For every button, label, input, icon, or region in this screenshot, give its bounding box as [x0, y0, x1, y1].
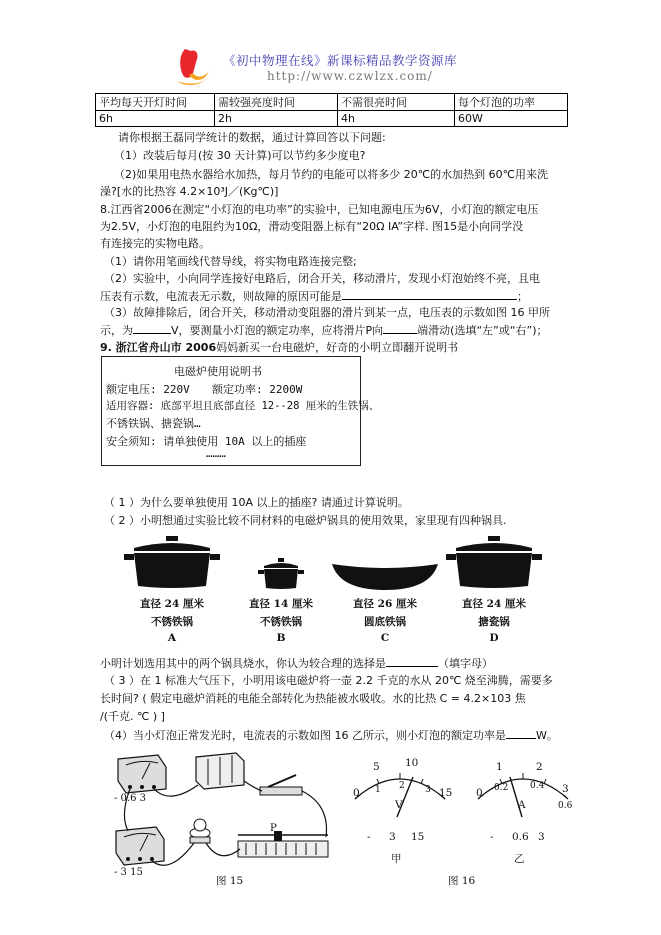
q9-part2: （ 2 ）小明想通过实验比较不同材料的电磁炉锅具的使用效果，家里现有四种锅具. [104, 514, 507, 527]
answer-blank[interactable] [506, 727, 536, 739]
pot-c-material: 圆底铁锅 [364, 616, 406, 628]
q8-part2-end: ； [517, 290, 528, 303]
figure-15-caption: 图 15 [216, 875, 244, 887]
table-header-cell: 需较强亮度时间 [215, 94, 338, 111]
q9-choose-hint: （填字母） [438, 657, 493, 670]
q8-line1: 8.江西省2006在测定“小灯泡的电功率”的实验中，已知电源电压为6V，小灯泡的额定电压 [100, 203, 539, 216]
pot-c-size: 直径 26 厘米 [353, 598, 417, 610]
manual-voltage: 额定电压: 220V [106, 383, 190, 396]
manual-title: 电磁炉使用说明书 [174, 365, 262, 378]
q9-intro: 妈妈新买一台电磁炉，好奇的小明立即翻开说明书 [216, 341, 459, 354]
q8-part1: （1）请你用笔画线代替导线，将实物电路连接完整; [104, 255, 357, 268]
q8-part3-line1: （3）故障排除后，闭合开关，移动滑动变阻器的滑片到某一点，电压表的示数如图 16 甲所 [104, 306, 550, 319]
q8-part3-line2 [100, 322, 548, 338]
q7-intro: 请你根据王磊同学统计的数据，通过计算回答以下问题: [118, 131, 386, 144]
answer-blank[interactable] [383, 322, 417, 334]
pot-a-material: 不锈铁锅 [151, 616, 193, 628]
pot-a-letter: A [167, 632, 177, 644]
voltmeter-icon [116, 827, 164, 865]
volt-inner-tick: 1 [375, 785, 381, 795]
q8-part3-text2: V，要测量小灯泡的额定功率，应将滑片P向 [171, 324, 384, 337]
table-row [96, 111, 568, 127]
q8-part2-line2 [100, 288, 528, 304]
pot-b-material: 不锈铁锅 [260, 616, 302, 628]
pot-b-size: 直径 14 厘米 [249, 598, 313, 610]
volt-inner-tick: 2 [399, 781, 405, 791]
volt-terminal: 3 [389, 831, 396, 843]
pot-d-size: 直径 24 厘米 [462, 598, 526, 610]
q9-header [100, 340, 458, 355]
amp-inner-tick: 0.2 [494, 783, 509, 793]
volt-terminal: 15 [411, 831, 425, 843]
manual-box [101, 356, 380, 466]
amp-symbol: A [518, 799, 526, 811]
rheostat-slider-label: P [270, 823, 277, 834]
volt-caption: 甲 [391, 853, 402, 865]
q8-part3-text3: 端滑动(选填“左”或“右”)； [417, 324, 548, 337]
q8-line3: 有连接完的实物电路。 [100, 237, 210, 250]
volt-terminal: - [367, 831, 371, 843]
q8-line2: 为2.5V，小灯泡的电阻约为10Ω，滑动变阻器上标有“20Ω IA”字样. 图15是小向同学没 [100, 220, 524, 233]
amp-caption: 乙 [514, 853, 525, 865]
volt-tick: 0 [353, 787, 360, 799]
q7-part2-line2: 澡?[水的比热容 4.2×10³J／(Kg℃)] [100, 185, 279, 198]
table-header-cell: 不需很亮时间 [338, 94, 455, 111]
banner [175, 45, 555, 87]
pot-a-icon [122, 536, 222, 590]
amp-terminal: 3 [538, 831, 545, 843]
amp-inner-tick: 0.4 [530, 781, 545, 791]
manual-container2: 不锈铁锅、搪瓷锅… [106, 417, 201, 430]
table-cell: 2h [215, 111, 338, 127]
q8-part2-text: 压表有示数，电流表无示数，则故障的原因可能是 [100, 290, 342, 303]
answer-blank[interactable] [133, 322, 171, 334]
battery-icon [196, 753, 244, 789]
q8-part2-line1: （2）实验中，小向同学连接好电路后，闭合开关，移动滑片，发现小灯泡始终不亮，且电 [104, 272, 540, 285]
pot-d-material: 搪瓷锅 [478, 616, 510, 628]
amp-tick: 2 [536, 761, 543, 773]
volt-tick: 10 [405, 757, 419, 769]
volt-tick: 15 [439, 787, 453, 799]
voltmeter-terminals: - 3 15 [114, 867, 143, 878]
answer-blank[interactable] [342, 288, 517, 300]
volt-inner-tick: 3 [425, 785, 431, 795]
q7-part1: （1）改装后每月(按 30 天计算)可以节约多少度电? [114, 149, 366, 162]
manual-dots: ……… [206, 447, 226, 460]
amp-tick: 3 [562, 783, 569, 795]
pot-c-icon [330, 558, 440, 592]
q9-part4 [104, 727, 558, 743]
volt-symbol: V [395, 799, 403, 811]
pot-d-letter: D [489, 632, 499, 644]
table-cell: 6h [96, 111, 215, 127]
q9-part3-line2: 长时间? ( 假定电磁炉消耗的电能全部转化为热能被水吸收。水的比热 C = 4.2×103 焦 [100, 692, 526, 705]
manual-safety: 安全须知: 请单独使用 10A 以上的插座 [106, 435, 307, 448]
pot-a-size: 直径 24 厘米 [140, 598, 204, 610]
q9-source: 9. 浙江省舟山市 2006 [100, 341, 217, 354]
q8-part3-text1: 示，为 [100, 324, 133, 337]
ammeter-terminals: - 0.6 3 [114, 793, 147, 804]
banner-title: 《初中物理在线》新课标精品教学资源库 [223, 53, 458, 68]
pot-c-letter: C [380, 632, 390, 644]
table-cell: 4h [338, 111, 455, 127]
amp-terminal: - [490, 831, 494, 843]
q9-part3-line1: （ 3 ）在 1 标准大气压下，小明用该电磁炉将一壶 2.2 千克的水从 20℃ 烧至沸腾，需要多 [104, 674, 553, 687]
table-header-cell: 每个灯泡的功率 [455, 94, 568, 111]
table-row [96, 94, 568, 111]
pot-d-icon [444, 536, 544, 590]
table-cell: 60W [455, 111, 568, 127]
bulb-icon [190, 819, 210, 843]
q9-choose-line [100, 655, 493, 671]
q9-part1: （ 1 ）为什么要单独使用 10A 以上的插座? 请通过计算说明。 [104, 496, 409, 509]
volt-tick: 5 [373, 761, 380, 773]
site-logo-icon [175, 45, 211, 87]
pot-b-icon [256, 558, 306, 590]
ammeter-icon [118, 755, 166, 793]
amp-tick: 0 [476, 787, 483, 799]
amp-terminal: 0.6 [512, 831, 529, 843]
pot-b-letter: B [276, 632, 286, 644]
q9-part4-text: （4）当小灯泡正常发光时，电流表的示数如图 16 乙所示，则小灯泡的额定功率是 [104, 729, 506, 742]
switch-icon [260, 775, 302, 795]
q9-choose-text: 小明计划选用其中的两个锅具烧水，你认为较合理的选择是 [100, 657, 386, 670]
amp-tick: 1 [496, 761, 503, 773]
table-header-cell: 平均每天开灯时间 [96, 94, 215, 111]
q7-part2-line1: （2)如果用电热水器给水加热，每月节约的电能可以将多少 20℃的水加热到 60℃用来洗 [114, 168, 548, 181]
answer-blank[interactable] [386, 655, 438, 667]
figure-16-voltmeter [345, 755, 455, 875]
figure-16-caption: 图 16 [448, 875, 476, 887]
lamp-usage-table [95, 93, 568, 127]
figure-16-ammeter [468, 755, 578, 875]
amp-inner-tick: 0.6 [558, 801, 573, 811]
q9-part3-line3: /(千克. ℃ ) ] [100, 710, 165, 723]
manual-power: 额定功率: 2200W [212, 383, 303, 396]
q9-part4-unit: W。 [536, 729, 558, 742]
pots-illustration [100, 530, 570, 650]
banner-url[interactable]: http://www.czwlzx.com/ [267, 69, 433, 83]
rheostat-icon [238, 831, 328, 857]
manual-container1: 适用容器: 底部平坦且底部直径 12--28 厘米的生铁锅、 [106, 400, 380, 412]
